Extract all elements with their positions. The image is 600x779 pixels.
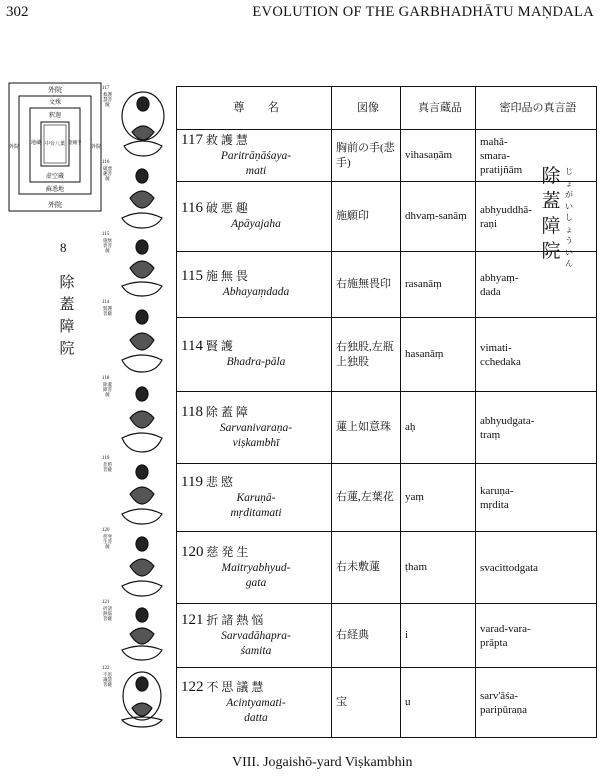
icon-cell: 胸前の手(悲手) <box>332 130 401 182</box>
right-margin-label: 除蓋障院 <box>541 166 561 262</box>
figure-117 <box>100 88 180 160</box>
deity-name-ja: 除蓋障 <box>205 404 251 419</box>
mandala-diagram <box>8 82 102 212</box>
name-cell <box>177 464 332 532</box>
deity-name-roman: Acintyamati- <box>226 696 286 709</box>
name-cell <box>177 130 332 182</box>
icon-cell: 右蓮,左葉花 <box>332 464 401 532</box>
left-margin-number: 8 <box>60 240 67 255</box>
mitsuin-line: mahā- <box>480 135 508 148</box>
figure-118 <box>100 378 180 456</box>
deity-name-roman: Paritrāṇāśaya- <box>220 149 292 162</box>
mitsuin-line: pratijñām <box>480 163 523 176</box>
mitsuin-line: prāpta <box>480 636 508 649</box>
figure-caption: 折諸熱悩菩薩 <box>103 606 112 622</box>
shingon-cell: dhvaṃ-sanāṃ <box>401 182 476 252</box>
icon-cell: 宝 <box>332 668 401 738</box>
name-cell <box>177 668 332 738</box>
figure-caption: 不思議慧菩薩 <box>103 672 112 688</box>
icon-cell: 施願印 <box>332 182 401 252</box>
mandala-center: 中台八葉 <box>44 142 66 147</box>
mitsuin-line: raṇi <box>480 217 498 230</box>
mitsuin-line: varad-vara- <box>480 622 531 635</box>
shingon-cell: ṭham <box>401 532 476 604</box>
mitsuin-cell <box>476 392 597 464</box>
figure-number: 117 <box>102 86 110 91</box>
bodhisattva-figure-icon <box>114 532 170 598</box>
deity-number: 117 <box>181 131 203 148</box>
name-cell <box>177 392 332 464</box>
deity-name-roman: datta <box>244 711 268 724</box>
table-row <box>177 464 597 532</box>
mandala-bottom-label: 外院 <box>48 201 62 209</box>
shingon-cell: aḥ <box>401 392 476 464</box>
name-cell <box>177 318 332 392</box>
figure-122 <box>100 668 180 730</box>
table-row <box>177 604 597 668</box>
bodhisattva-figure-icon <box>114 460 170 526</box>
bodhisattva-figure-icon <box>114 380 170 454</box>
deity-number: 118 <box>181 403 203 420</box>
mandala-side-left: 外院 <box>8 145 20 150</box>
deity-name-roman: Apāyajaha <box>231 218 281 230</box>
deity-name-roman: śamita <box>240 644 272 657</box>
mitsuin-line: abhyuddhā- <box>480 203 532 216</box>
mitsuin-line: paripūraṇa <box>480 703 528 716</box>
mitsuin-cell <box>476 318 597 392</box>
right-margin-reading: じょがいしょういん <box>565 167 573 268</box>
mitsuin-cell <box>476 668 597 738</box>
deity-table <box>176 86 597 738</box>
deity-name-ja: 不思議慧 <box>206 679 267 694</box>
table-row <box>177 392 597 464</box>
shingon-cell: vihasaṇām <box>401 130 476 182</box>
deity-name-roman: Abhayaṃdada <box>222 286 290 298</box>
figure-number: 114 <box>102 300 110 305</box>
mandala-top-label: 外院 <box>48 86 62 94</box>
name-cell <box>177 182 332 252</box>
mandala-side-right: 外院 <box>90 145 102 150</box>
figure-120 <box>100 530 180 600</box>
bodhisattva-figure-icon <box>112 90 174 158</box>
figure-column <box>100 88 180 730</box>
shingon-cell: yaṃ <box>401 464 476 532</box>
figure-number: 119 <box>102 456 110 461</box>
mitsuin-cell <box>476 182 597 252</box>
figure-number: 120 <box>102 528 110 533</box>
mitsuin-cell <box>476 252 597 318</box>
table-row <box>177 182 597 252</box>
table-row <box>177 130 597 182</box>
name-cell <box>177 532 332 604</box>
figure-caption-title: VIII. Jogaishō-yard Viṣkambhin <box>232 755 413 770</box>
mandala-bottom-row-1: 虚空蔵 <box>45 174 65 180</box>
left-margin-label: 除蓋障院 <box>59 275 75 357</box>
deity-name-roman: Karuṇā- <box>236 491 276 504</box>
figure-number: 115 <box>102 232 110 237</box>
mitsuin-line: cchedaka <box>480 355 521 368</box>
mitsuin-cell <box>476 532 597 604</box>
name-cell <box>177 604 332 668</box>
icon-cell: 右未敷蓮 <box>332 532 401 604</box>
mandala-bottom-row-2: 蘇悉地 <box>45 187 65 193</box>
icon-cell: 右経典 <box>332 604 401 668</box>
header-mitsuin: 密印品の真言語 <box>476 87 597 130</box>
bodhisattva-figure-icon <box>114 164 170 230</box>
figure-caption: 破悪趣菩薩 <box>103 166 112 182</box>
mitsuin-line: smara- <box>480 149 510 162</box>
deity-name-ja: 慈発生 <box>206 544 252 559</box>
mandala-row-1: 文殊 <box>48 100 62 106</box>
figure-121 <box>100 602 180 664</box>
mitsuin-line: traṃ <box>480 428 501 441</box>
deity-name-ja: 悲愍 <box>205 474 236 489</box>
figure-caption: 施無畏菩薩 <box>103 238 112 254</box>
deity-name-ja: 救護慧 <box>205 132 251 147</box>
figure-caption: 除蓋障菩薩 <box>103 382 112 398</box>
deity-name-ja: 破悪趣 <box>205 201 251 215</box>
deity-name-roman: Sarvanivaraṇa- <box>219 421 293 434</box>
running-head: EVOLUTION OF THE GARBHADHĀTU MAṆDALA <box>252 4 594 20</box>
mitsuin-cell <box>476 130 597 182</box>
mitsuin-line: mṛdita <box>480 498 509 511</box>
header-shingon: 真言蔵品 <box>401 87 476 130</box>
deity-number: 115 <box>181 268 203 284</box>
deity-name-roman: Bhadra-pāla <box>226 356 286 368</box>
deity-number: 116 <box>181 200 203 216</box>
icon-cell: 蓮上如意珠 <box>332 392 401 464</box>
mitsuin-line: abhyaṃ- <box>480 271 519 284</box>
figure-115 <box>100 234 180 300</box>
shingon-cell: rasanāṃ <box>401 252 476 318</box>
mandala-left-column: 地蔵 <box>30 141 42 146</box>
deity-name-roman: Sarvadāhapra- <box>221 629 291 642</box>
mitsuin-line: abhyudgata- <box>480 414 535 427</box>
figure-number: 118 <box>102 376 110 381</box>
deity-name-ja: 折諸熱悩 <box>206 612 267 627</box>
deity-name-ja: 賢護 <box>205 339 236 353</box>
figure-number: 121 <box>102 600 110 605</box>
bodhisattva-figure-icon <box>114 604 170 662</box>
shingon-cell: i <box>401 604 476 668</box>
deity-number: 119 <box>181 473 203 490</box>
mandala-right-column: 金剛手 <box>68 140 82 145</box>
deity-name-roman: mṛditamati <box>230 506 282 519</box>
table-header-row <box>177 87 597 130</box>
name-cell <box>177 252 332 318</box>
mitsuin-line: dada <box>480 285 501 298</box>
figure-caption: 賢護菩薩 <box>103 306 112 317</box>
figure-caption: 慈発生菩薩 <box>103 534 112 550</box>
figure-caption: 救護慧菩薩 <box>103 92 112 108</box>
page-number: 302 <box>6 4 29 20</box>
figure-number: 116 <box>102 160 110 165</box>
deity-number: 121 <box>181 611 204 628</box>
deity-name-roman: gata <box>245 576 267 589</box>
deity-number: 114 <box>181 338 203 354</box>
table-row <box>177 252 597 318</box>
mitsuin-cell <box>476 604 597 668</box>
figure-119 <box>100 458 180 528</box>
deity-number: 122 <box>181 678 204 695</box>
icon-cell: 右施無畏印 <box>332 252 401 318</box>
mandala-row-2: 釈迦 <box>48 113 62 119</box>
header-name: 尊 名 <box>177 87 332 130</box>
bodhisattva-figure-icon <box>114 304 170 374</box>
mitsuin-cell <box>476 464 597 532</box>
figure-number: 122 <box>102 666 110 671</box>
table-row <box>177 318 597 392</box>
figure-116 <box>100 162 180 232</box>
deity-name-roman: Maitryabhyud- <box>221 561 291 574</box>
mitsuin-line: karuṇa- <box>480 484 514 497</box>
deity-name-roman: viṣkambhī <box>232 436 280 449</box>
deity-number: 120 <box>181 543 204 560</box>
figure-caption: 悲愍菩薩 <box>103 462 112 473</box>
mitsuin-line: svacittodgata <box>480 561 539 574</box>
shingon-cell: hasanāṃ <box>401 318 476 392</box>
deity-name-roman: mati <box>245 164 267 177</box>
figure-114 <box>100 302 180 376</box>
bodhisattva-figure-icon <box>114 670 170 728</box>
table-row <box>177 532 597 604</box>
mitsuin-line: vimati- <box>480 341 512 354</box>
icon-cell: 右独股,左瓶上独股 <box>332 318 401 392</box>
table-row <box>177 668 597 738</box>
deity-name-ja: 施無畏 <box>205 269 251 283</box>
mitsuin-line: sarv'āśa- <box>480 689 519 702</box>
bodhisattva-figure-icon <box>114 236 170 298</box>
header-icon: 図像 <box>332 87 401 130</box>
shingon-cell: u <box>401 668 476 738</box>
